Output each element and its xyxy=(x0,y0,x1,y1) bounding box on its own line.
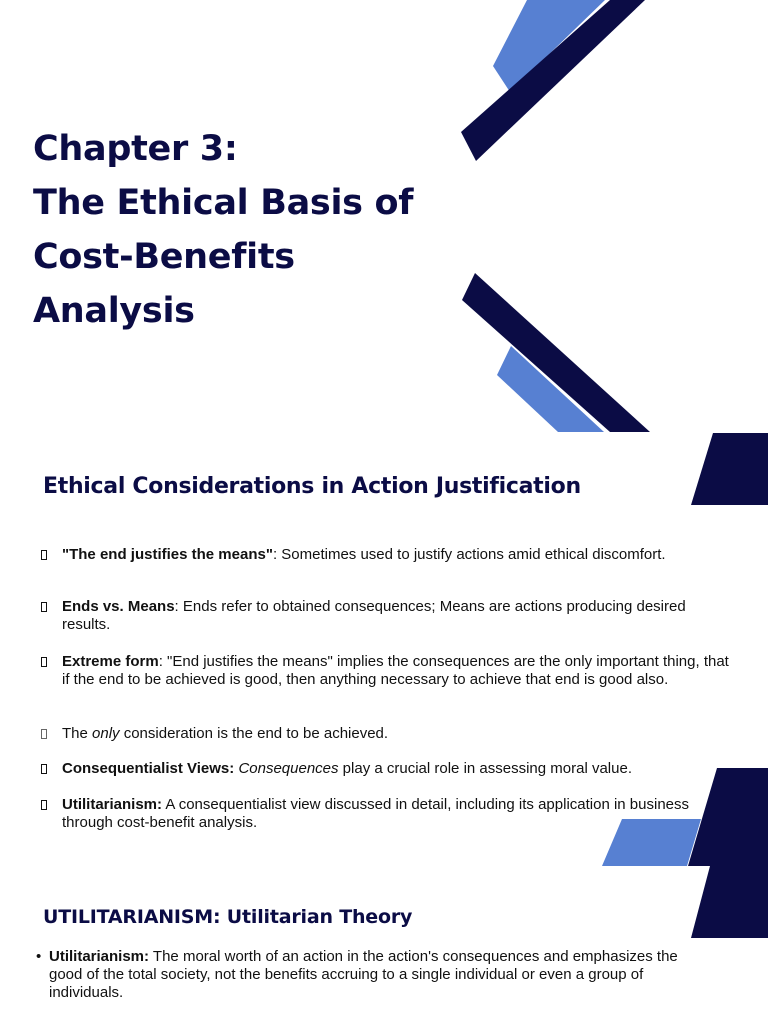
deco-navy-block-1 xyxy=(691,433,768,505)
deco-navy-block-3 xyxy=(691,866,768,938)
title-line-2: The Ethical Basis of xyxy=(33,183,414,223)
title-line-1: Chapter 3: xyxy=(33,129,238,169)
bullet-box-icon xyxy=(41,764,47,774)
bullet-box-icon xyxy=(41,800,47,810)
bullet-box-icon xyxy=(41,657,47,667)
section-heading-utilitarianism: UTILITARIANISM: Utilitarian Theory xyxy=(43,906,413,928)
chapter-title xyxy=(33,122,453,338)
list-item: Ends vs. Means: Ends refer to obtained consequences; Means are actions producing desired results. xyxy=(62,598,734,634)
list-item: "The end justifies the means": Sometimes used to justify actions amid ethical discomfort. xyxy=(62,546,734,564)
list-item: Utilitarianism: A consequentialist view discussed in detail, including its application in business through cost-benefit analysis. xyxy=(62,796,702,832)
list-item: Consequentialist Views: Consequences play a crucial role in assessing moral value. xyxy=(62,760,734,778)
list-item: The only consideration is the end to be achieved. xyxy=(62,725,734,743)
title-line-4: Analysis xyxy=(33,291,195,331)
bullet-box-icon xyxy=(41,550,47,560)
bullet-box-icon xyxy=(41,729,47,739)
list-item: • Utilitarianism: The moral worth of an action in the action's consequences and emphasizes the good of the total society, not the benefits accruing to a single individual or even a group of individuals. xyxy=(36,948,678,1001)
list-item: Extreme form: "End justifies the means" implies the consequences are the only important thing, that if the end to be achieved is good, then anything necessary to achieve that end is good also. xyxy=(62,653,734,689)
section-heading-ethical: Ethical Considerations in Action Justification xyxy=(43,474,581,499)
bullet-dot-icon: • xyxy=(36,948,42,965)
bullet-box-icon xyxy=(41,602,47,612)
title-line-3: Cost-Benefits xyxy=(33,237,295,277)
